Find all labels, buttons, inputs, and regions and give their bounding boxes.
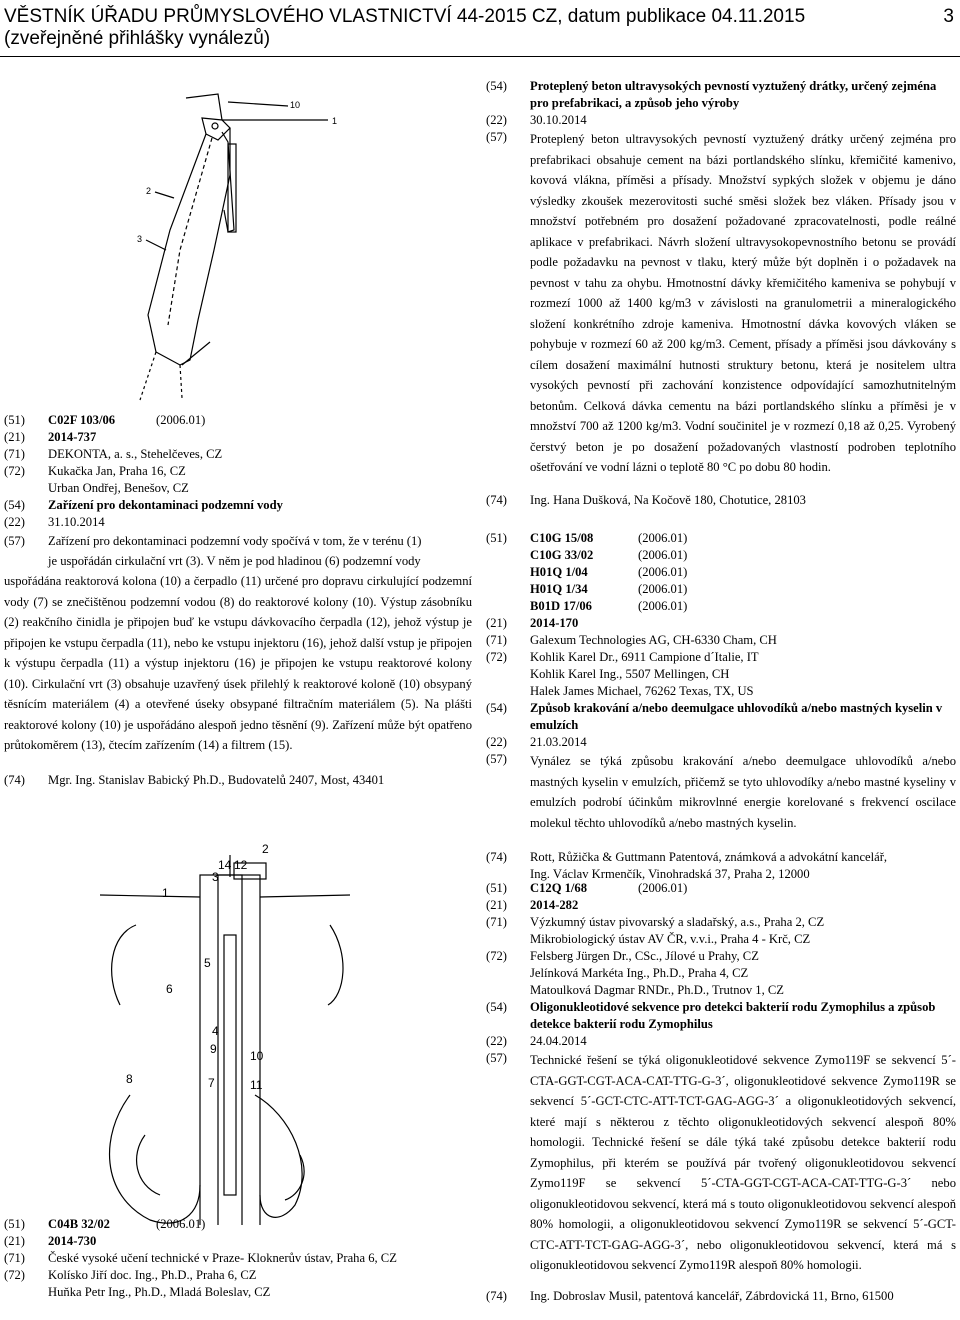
- fig2-label-6: 6: [166, 982, 173, 996]
- inventor: Felsberg Jürgen Dr., CSc., Jílové u Prahy, CZ: [530, 949, 759, 963]
- abstract: uspořádána reaktorová kolona (10) a čerpadlo (11) určené pro dopravu cirkulující podzemní vody (7) se znečištěnou podzemní vodou (8) do reaktorové kolony (10). Výstup zásobníku (2) reakčního činidla je připojen buď ke vstupu dávkovacího čerpadla (12), jehož výstup je připojen ke vstupu čerpadla (11), nebo ke vstupu injektoru (16), jehož další vstup je připojen k výstupu čerpadla (11) a výstup injektoru (16) je připojen ke vstupu reaktorové kolony (10). Cirkulační vrt (3) obsahuje uzavřený úsek přilehlý k reaktorové koloně (10) obsypaný těsnícím materiálem (4) a otevřené úseky obsypané filtračním materiálem (5). Na plášti reaktorové kolony (10) je uspořádáno alespoň jedno těsnění (9). Zařízení může být opatřeno průtokoměrem (13), čtecím zařízením (14) a filtrem (15).: [4, 574, 472, 752]
- abstract-line-1: Zařízení pro dekontaminaci podzemní vody spočívá v tom, že v terénu (1): [48, 534, 422, 548]
- journal-title: VĚSTNÍK ÚŘADU PRŮMYSLOVÉHO VLASTNICTVÍ 44-2015 CZ, datum publikace 04.11.2015: [4, 6, 806, 27]
- fig1-leader-10: [228, 102, 288, 106]
- patent-title: Způsob krakování a/nebo deemulgace uhlovodíků a/nebo mastných kyselin v emulzích: [530, 701, 943, 732]
- fig1-inner-line: [168, 138, 212, 325]
- fig2-label-14: 14: [218, 858, 232, 872]
- agent: Ing. Hana Dušková, Na Kočově 180, Chotutice, 28103: [530, 492, 806, 507]
- ipc-class: C12Q 1/68: [530, 881, 588, 895]
- filing-date: 31.10.2014: [48, 515, 105, 529]
- fig2-label-11: 11: [250, 1078, 263, 1092]
- fig1-label-10: 10: [290, 100, 301, 110]
- inventor: Matoulková Dagmar RNDr., Ph.D., Trutnov 1, CZ: [530, 983, 784, 997]
- applicant: DEKONTA, a. s., Stehelčeves, CZ: [48, 447, 223, 461]
- filing-date: 24.04.2014: [530, 1034, 587, 1048]
- agent: Rott, Růžička & Guttmann Patentová, známková a advokátní kancelář,: [530, 850, 888, 864]
- fig1-upper-frame: [186, 94, 222, 120]
- fig1-label-2: 2: [146, 186, 152, 196]
- fig2-label-1: 1: [162, 886, 169, 900]
- fig2-ground: [100, 895, 350, 897]
- fig2-label-10: 10: [250, 1049, 264, 1063]
- fig1-bottom-edge: [182, 342, 210, 365]
- patent-title: Proteplený beton ultravysokých pevností vyztužený drátky, určený zejména pro prefabrikaci, a způsob jeho výroby: [530, 79, 937, 110]
- page-header: [4, 6, 960, 50]
- fig2-label-9: 9: [210, 1042, 217, 1056]
- inventor: Jelínková Markéta Ing., Ph.D., Praha 4, CZ: [530, 966, 749, 980]
- fig2-plume: [110, 1095, 303, 1223]
- header-rule: [0, 56, 960, 57]
- fig1-pin: [212, 123, 218, 129]
- inventor: Halek James Michael, 76262 Texas, TX, US: [530, 684, 754, 698]
- patent-title: Oligonukleotidové sekvence pro detekci bakterií rodu Zymophilus a způsob detekce bakterií rodu Zymophilus: [530, 1000, 936, 1031]
- figure-1-drawing: [110, 80, 380, 410]
- figure-2-drawing: [100, 835, 350, 1225]
- fig2-flow: [137, 1135, 304, 1200]
- application-number: 2014-170: [530, 616, 579, 630]
- inventor: Kohlik Karel Ing., 5507 Mellingen, CH: [530, 667, 730, 681]
- application-number: 2014-282: [530, 898, 579, 912]
- agent-address: Ing. Václav Krmenčík, Vinohradská 37, Praha 2, 12000: [530, 867, 810, 881]
- fig1-leader-2: [155, 192, 174, 198]
- fig2-label-5: 5: [204, 956, 211, 970]
- fig2-label-7: 7: [208, 1076, 215, 1090]
- applicant: Galexum Technologies AG, CH-6330 Cham, CH: [530, 633, 777, 647]
- inventor: Urban Ondřej, Benešov, CZ: [48, 481, 189, 495]
- filing-date: 21.03.2014: [530, 735, 587, 749]
- fig2-label-3: 3: [212, 870, 219, 884]
- abstract: Proteplený beton ultravysokých pevností vyztužený drátky určený zejména pro prefabrikaci obsahuje cement na bázi portlandského slínku, křemičité kamenivo, kovová vlákna, příměsi a přísady. Množství sypkých složek v objemu je dáno výsledky zkoušek mezerovitosti suché směsi složek bez vláken. Přísady jsou v množství potřebném pro dosažení požadované zpracovatelnosti, podle reálné aplikace v prefabrikaci. Návrh složení ultravysokopevnostního betonu se provádí podle požadavku na pevnost v tlaku, který může být doplněn i o požadavek na pevnost v tahu za ohybu. Hmotnostní dávky křemičitého kameniva se pohybují v rozmezí 1000 až 1400 kg/m3 v závislosti na granulometrii a mineralogického složení konkrétního zdroje kameniva. Hmotnostní dávka kovových vláken se pohybuje v rozmezí 60 až 200 kg/m3. Cement, přísady a příměsi jsou dávkovány s cílem dosažení maximální hutnosti struktury betonu, která je nositelem ultra vysokých pevností při zachování konzistence odpovídající samozhutnitelným betonům. Celková dávka cementu na bázi portlandského slínku a příměsi je v množství 700 až 1200 kg/m3. Vodní součinitel je v rozmezí 0,18 až 0,25. Vyrobený čerstvý beton je po dosažení požadovaných vlastností podroben teplotního ošetřování ve vodní lázni o teplotě 80 °C po dobu 80 hodin.: [530, 132, 956, 474]
- fig2-casing: [218, 875, 242, 1225]
- entry-c12q: (51) C12Q 1/68 (2006.01) (21) 2014-282 (71) Výzkumný ústav pivovarský a sladařský, a.s., Praha 2, CZ Mikrobiologický ústav AV ČR, v.v.i., Praha 4 - Krč, CZ (72) Felsberg Jürgen Dr., CSc., Jílové u Prahy, CZ Jelínková Markéta Ing., Ph.D., Praha 4, CZ Matoulková Dagmar RNDr., Ph.D., Trutnov 1, CZ (54) Oligonukleotidové sekvence pro detekci bakterií rodu Zymophilus a způsob detekce bakterií rodu Zymophilus (22) 24.04.2014 (57) Technické řešení se týká oligonukleotidové sekvence Zymo119F se sekvencí 5´-CTA-GGT-CGT-ACA-CAT-TTG-G-3´, oligonukleotidové sekvence Zymo119R se sekvencí 5´-GCT-CTC-ATT-TCT-GAG-AGG-3´ a oligonukleotidových sekvencí, které mají s některou z těchto oligonukleotidových sekvencí alespoň 80% homologii. Technické řešení se dále týká také způsobu detekce bakterií rodu Zymophilus, při kterém se používá pár tvořený oligonukleotidovou sekvencí Zymo119F se sekvencí 5´-CTA-GGT-CGT-ACA-CAT-TTG-G-3´ nebo oligonukleotidovou sekvencí, která má s touto oligonukleotidovou sekvencí alespoň 80% homologii, a oligonukleotidovou sekvencí Zymo119R se sekvencí 5´-GCT-CTC-ATT-TCT-GAG-AGG-3´, nebo oligonukleotidovou sekvencí, která má s oligonukleotidovou sekvencí Zymo119R alespoň 80% homologii. (74) Ing. Dobroslav Musil, patentová kancelář, Zábrdovická 11, Brno, 61500: [486, 881, 956, 1303]
- entry-c04b-continued: (54) Proteplený beton ultravysokých pevností vyztužený drátky, určený zejména pro prefabrikaci, a způsob jeho výroby (22) 30.10.2014 (57) Proteplený beton ultravysokých pevností vyztužený drátky určený zejména pro prefabrikaci obsahuje cement na bázi portlandského slínku, křemičité kamenivo, kovová vlákna, příměsi a přísady. Množství sypkých složek v objemu je dáno výsledky zkoušek mezerovitosti suché směsi složek bez vláken. Přísady jsou v množství potřebném pro dosažení požadované zpracovatelnosti, podle reálné aplikace v prefabrikaci. Návrh složení ultravysokopevnostního betonu se provádí podle požadavku na pevnost v tlaku, který může být doplněn i o požadavek na pevnost v tahu za ohybu. Hmotnostní dávky křemičitého kameniva se pohybují v rozmezí 1000 až 1400 kg/m3 v závislosti na granulometrii a mineralogického složení konkrétního zdroje kameniva. Hmotnostní dávka kovových vláken se pohybuje v rozmezí 60 až 200 kg/m3. Cement, přísady a příměsi jsou dávkovány s cílem dosažení maximální hutnosti struktury betonu, která je nositelem ultra vysokých pevností při zachování konzistence odpovídající samozhutnitelným betonům. Celková dávka cementu na bázi portlandského slínku a příměsi je v množství 700 až 1200 kg/m3. Vodní součinitel je v rozmezí 0,18 až 0,25. Vyrobený čerstvý beton je po dosažení požadovaných vlastností podroben teplotního ošetřování ve vodní lázni o teplotě 80 °C po dobu 80 hodin. (74) Ing. Hana Dušková, Na Kočově 180, Chotutice, 28103: [486, 79, 956, 507]
- fig1-label-1: 1: [332, 116, 338, 126]
- fig2-column: [224, 935, 236, 1195]
- application-number: 2014-737: [48, 430, 97, 444]
- fig1-label-3: 3: [137, 234, 143, 244]
- agent: Ing. Dobroslav Musil, patentová kancelář, Zábrdovická 11, Brno, 61500: [530, 1288, 894, 1303]
- applicant: Výzkumný ústav pivovarský a sladařský, a.s., Praha 2, CZ: [530, 915, 825, 929]
- entry-c04b: (51) C04B 32/02 (2006.01) (21) 2014-730 (71) České vysoké učení technické v Praze- Kloknerův ústav, Praha 6, CZ (72) Kolísko Jiří doc. Ing., Ph.D., Praha 6, CZ Huňka Petr Ing., Ph.D., Mladá Boleslav, CZ: [4, 1216, 474, 1301]
- inventor: Kolísko Jiří doc. Ing., Ph.D., Praha 6, CZ: [48, 1268, 257, 1282]
- fig2-label-4: 4: [212, 1024, 219, 1038]
- inventor: Huňka Petr Ing., Ph.D., Mladá Boleslav, CZ: [48, 1285, 271, 1299]
- abstract-line-2: je uspořádán cirkulační vrt (3). V něm je pod hladinou (6) podzemní vody: [48, 554, 421, 568]
- entry-c02f: (51) C02F 103/06 (2006.01) (21) 2014-737 (71) DEKONTA, a. s., Stehelčeves, CZ (72) Kukačka Jan, Praha 16, CZ Urban Ondřej, Benešov, CZ (54) Zařízení pro dekontaminaci podzemní vody (22) 31.10.2014 (57) Zařízení pro dekontaminaci podzemní vody spočívá v tom, že v terénu (1) je uspořádán cirkulační vrt (3). V něm je pod hladinou (6) podzemní vody uspořádána reaktorová kolona (10) a čerpadlo (11) určené pro dopravu cirkulující podzemní vody (7) se znečištěnou podzemní vodou (8) do reaktorové kolony (10). Výstup zásobníku (2) reakčního činidla je připojen buď ke vstupu dávkovacího čerpadla (12), jehož výstup je připojen ke vstupu čerpadla (11), nebo ke vstupu injektoru (16), jehož další vstup je připojen k výstupu čerpadla (11) a výstup injektoru (16) je připojen ke vstupu reaktorové kolony (10). Cirkulační vrt (3) obsahuje uzavřený úsek přilehlý k reaktorové koloně (10) obsypaný těsnícím materiálem (4) a otevřené úseky obsypané filtračním materiálem (5). Na plášti reaktorové kolony (10) je uspořádáno alespoň jedno těsnění (9). Zařízení může být opatřeno průtokoměrem (13), čtecím zařízením (14) a filtrem (15). (74) Mgr. Ing. Stanislav Babický Ph.D., Budovatelů 2407, Most, 43401: [4, 413, 472, 787]
- application-number: 2014-730: [48, 1234, 97, 1248]
- filing-date: 30.10.2014: [530, 113, 587, 127]
- inventor: Kukačka Jan, Praha 16, CZ: [48, 464, 186, 478]
- fig2-label-12: 12: [234, 858, 248, 872]
- agent: Mgr. Ing. Stanislav Babický Ph.D., Budovatelů 2407, Most, 43401: [48, 772, 385, 787]
- fig2-water-level: [112, 925, 343, 1005]
- abstract: Vynález se týká způsobu krakování a/nebo deemulgace uhlovodíků a/nebo mastných kyselin v emulzích, přičemž se tyto uhlovodíky a/nebo mastné kyseliny v emulzích podrobí účinkům mikrovlnné energie korelované s frekvencí oscilace molekul těchto uhlovodíků a/nebo mastných kyselin.: [530, 754, 956, 830]
- page-number: 3: [943, 6, 954, 27]
- fig2-label-8: 8: [126, 1072, 133, 1086]
- fig1-leader-3: [146, 240, 166, 250]
- entry-c10g: (51) C10G 15/08 (2006.01) C10G 33/02 (2006.01) H01Q 1/04 (2006.01) H01Q 1/34 (2006.01) B01D 17/06 (2006.01) (21) 2014-170 (71) Galexum Technologies AG, CH-6330 Cham, CH (72) Kohlik Karel Dr., 6911 Campione d´Italie, IT Kohlik Karel Ing., 5507 Mellingen, CH Halek James Michael, 76262 Texas, TX, US (54) Způsob krakování a/nebo deemulgace uhlovodíků a/nebo mastných kyselin v emulzích (22) 21.03.2014 (57) Vynález se týká způsobu krakování a/nebo deemulgace uhlovodíků a/nebo mastných kyselin v emulzích, přičemž se tyto uhlovodíky a/nebo mastné kyseliny v emulzích podrobí účinkům mikrovlnné energie korelované s frekvencí oscilace molekul těchto uhlovodíků a/nebo mastných kyselin. (74) Rott, Růžička & Guttmann Patentová, známková a advokátní kancelář, Ing. Václav Krmenčík, Vinohradská 37, Praha 2, 12000: [486, 531, 956, 881]
- ipc-class: C02F 103/06: [48, 413, 116, 427]
- inventor: Kohlik Karel Dr., 6911 Campione d´Italie, IT: [530, 650, 759, 664]
- journal-subtitle: (zveřejněné přihlášky vynálezů): [4, 28, 271, 49]
- patent-title: Zařízení pro dekontaminaci podzemní vody: [48, 498, 283, 512]
- applicant: Mikrobiologický ústav AV ČR, v.v.i., Praha 4 - Krč, CZ: [530, 932, 811, 946]
- abstract: Technické řešení se týká oligonukleotidové sekvence Zymo119F se sekvencí 5´-CTA-GGT-CGT-ACA-CAT-TTG-G-3´, oligonukleotidové sekvence Zymo119R se sekvencí 5´-GCT-CTC-ATT-TCT-GAG-AGG-3´ a oligonukleotidových sekvencí, které mají s některou z těchto oligonukleotidových sekvencí alespoň 80% homologii. Technické řešení se dále týká také způsobu detekce bakterií rodu Zymophilus, při kterém se používá pár tvořený oligonukleotidovou sekvencí Zymo119F se sekvencí 5´-CTA-GGT-CGT-ACA-CAT-TTG-G-3´ nebo oligonukleotidovou sekvencí, která má s touto oligonukleotidovou sekvencí alespoň 80% homologii, a oligonukleotidovou sekvencí Zymo119R se sekvencí 5´-GCT-CTC-ATT-TCT-GAG-AGG-3´, nebo oligonukleotidovou sekvencí, která má s oligonukleotidovou sekvencí Zymo119R alespoň 80% homologii.: [530, 1053, 956, 1272]
- fig1-base-lines: [140, 352, 182, 400]
- fig2-label-2: 2: [262, 842, 269, 856]
- applicant: České vysoké učení technické v Praze- Kloknerův ústav, Praha 6, CZ: [48, 1251, 397, 1265]
- ipc-class: C04B 32/02: [48, 1217, 110, 1231]
